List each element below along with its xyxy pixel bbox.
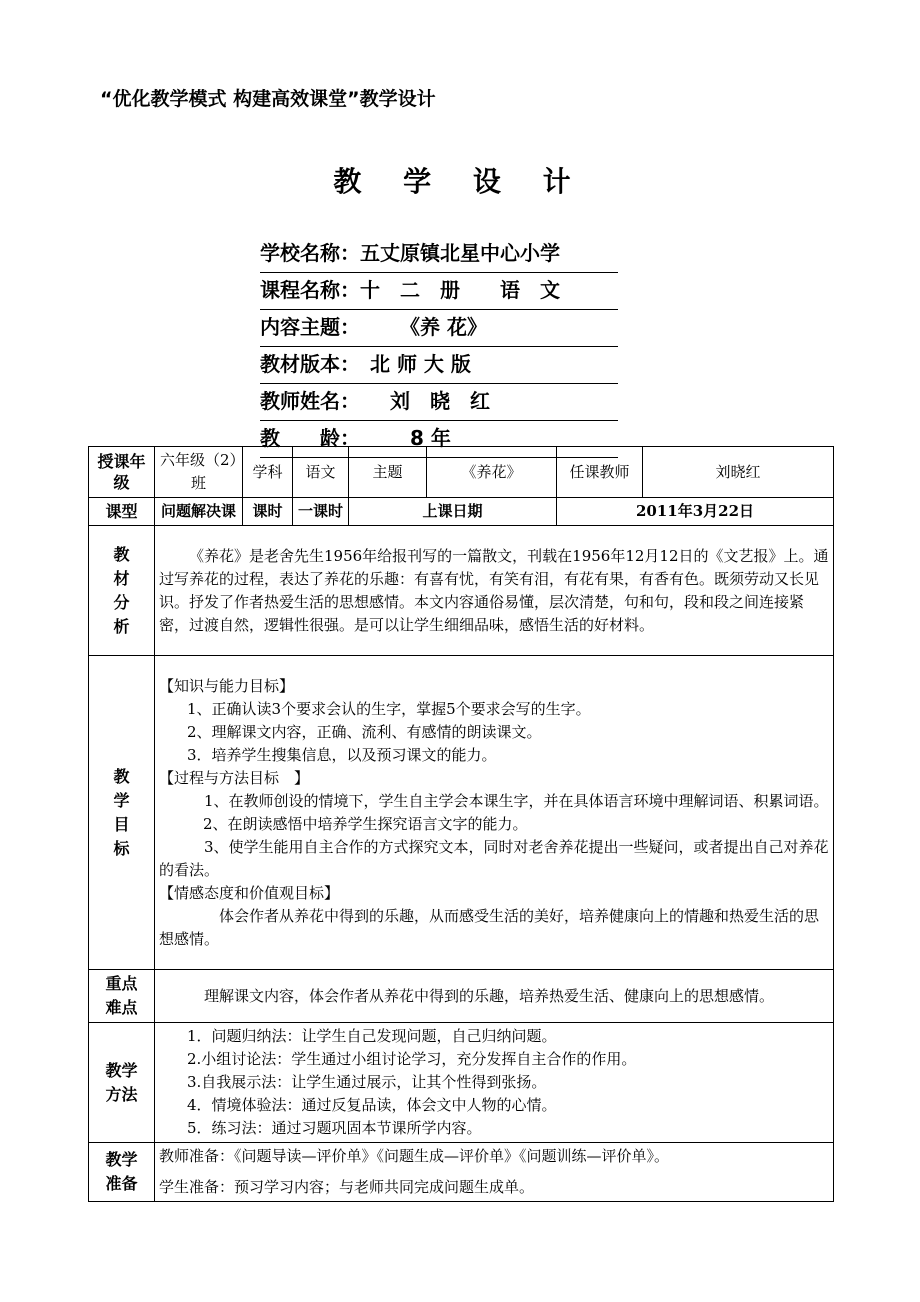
analysis-label [89,526,155,656]
period-label: 课时 [243,498,293,526]
prep-label [89,1143,155,1202]
prep-student: 学生准备：预习学习内容；与老师共同完成问题生成单。 [159,1178,535,1196]
analysis-text: 《养花》是老舍先生1956年给报刊写的一篇散文，刊载在1956年12月12日的《文艺报》上。通过写养花的过程，表达了养花的乐趣：有喜有忧，有笑有泪，有花有果，有香有色。既须劳动又长见识。抒发了作者热爱生活的思想感情。本文内容通俗易懂，层次清楚，句和句，段和段之间连接紧密，过渡自然，逻辑性很强。是可以让学生细细品味，感悟生活的好材料。 [159,546,829,634]
prep-teacher: 教师准备：《问题导读—评价单》《问题生成—评价单》《问题训练—评价单》。 [159,1147,670,1165]
info-value: 十 二 册 语 文 [360,278,560,302]
goals-heading-emotion: 【情感态度和价值观目标】 [159,883,340,902]
teacher-label: 任课教师 [557,447,643,498]
table-row [89,447,834,498]
topic-value: 《养花》 [427,447,557,498]
goal-item: 3、使学生能用自主合作的方式探究文本，同时对老舍养花提出一些疑问，或者提出自己对养花的看法。 [159,837,829,879]
info-value: 《养 花》 [350,315,487,339]
info-teacher [260,384,618,421]
grade-label: 授课年级 [89,447,155,498]
table-row [89,1023,834,1143]
method-item: 5．练习法：通过习题巩固本节课所学内容。 [187,1119,482,1137]
table-row [89,1143,834,1202]
table-row [89,656,834,970]
goal-item: 1、正确认读3个要求会认的生字，掌握5个要求会写的生字。 [187,699,591,718]
topic-label: 主题 [349,447,427,498]
lesson-plan-table [88,446,834,1202]
info-label: 内容主题： [260,315,350,339]
info-label: 教师姓名： [260,389,350,413]
prep-label-text: 教学准备 [105,1150,138,1193]
info-value: 五丈原镇北星中心小学 [360,241,560,265]
table-row [89,526,834,656]
grade-value: 六年级（2）班 [155,447,243,498]
prep-content [155,1143,834,1202]
goals-content [155,656,834,970]
analysis-label-text: 教材分析 [113,544,130,636]
key-text: 理解课文内容，体会作者从养花中得到的乐趣，培养热爱生活、健康向上的思想感情。 [204,986,775,1005]
info-value: 刘 晓 红 [350,389,490,413]
info-label: 学校名称： [260,241,360,265]
method-item: 4．情境体验法：通过反复品读，体会文中人物的心情。 [187,1096,557,1114]
goal-item: 3．培养学生搜集信息，以及预习课文的能力。 [187,745,497,764]
goals-heading-process: 【过程与方法目标 】 [159,768,310,787]
date-label: 上课日期 [349,498,557,526]
goal-item: 2、在朗读感悟中培养学生探究语言文字的能力。 [203,814,528,833]
info-value: 北 师 大 版 [350,352,471,376]
teacher-value: 刘晓红 [643,447,834,498]
subject-label: 学科 [243,447,293,498]
info-block [260,236,618,458]
table-row [89,970,834,1023]
document-title: 教 学 设 计 [333,165,587,198]
goals-label-text: 教学目标 [113,766,130,858]
info-edition [260,347,618,384]
date-value: 2011年3月22日 [557,498,834,526]
method-item: 1．问题归纳法：让学生自己发现问题，自己归纳问题。 [187,1027,557,1045]
page-header: “优化教学模式 构建高效课堂”教学设计 [100,88,436,110]
info-label: 课程名称： [260,278,360,302]
info-value: 8 年 [350,426,451,450]
table-row [89,498,834,526]
methods-content [155,1023,834,1143]
info-school [260,236,618,273]
key-content [155,970,834,1023]
subject-value: 语文 [293,447,349,498]
lesson-type-value: 问题解决课 [155,498,243,526]
goal-item: 1、在教师创设的情境下，学生自主学会本课生字，并在具体语言环境中理解词语、积累词语。 [204,791,829,810]
goal-item: 2、理解课文内容，正确、流利、有感情的朗读课文。 [187,722,542,741]
method-item: 2.小组讨论法：学生通过小组讨论学习，充分发挥自主合作的作用。 [187,1050,637,1068]
info-label: 教 龄： [260,426,350,450]
info-label: 教材版本： [260,352,350,376]
methods-label-text: 教学方法 [105,1060,138,1104]
info-course [260,273,618,310]
goal-item: 体会作者从养花中得到的乐趣，从而感受生活的美好，培养健康向上的情趣和热爱生活的思想感情。 [159,906,820,948]
goals-heading-knowledge: 【知识与能力目标】 [159,676,295,695]
key-label-text: 重点难点 [105,974,138,1017]
goals-label [89,656,155,970]
methods-label [89,1023,155,1143]
key-label [89,970,155,1023]
analysis-content [155,526,834,656]
period-value: 一课时 [293,498,349,526]
info-topic [260,310,618,347]
method-item: 3.自我展示法：让学生通过展示，让其个性得到张扬。 [187,1073,547,1091]
lesson-type-label: 课型 [89,498,155,526]
